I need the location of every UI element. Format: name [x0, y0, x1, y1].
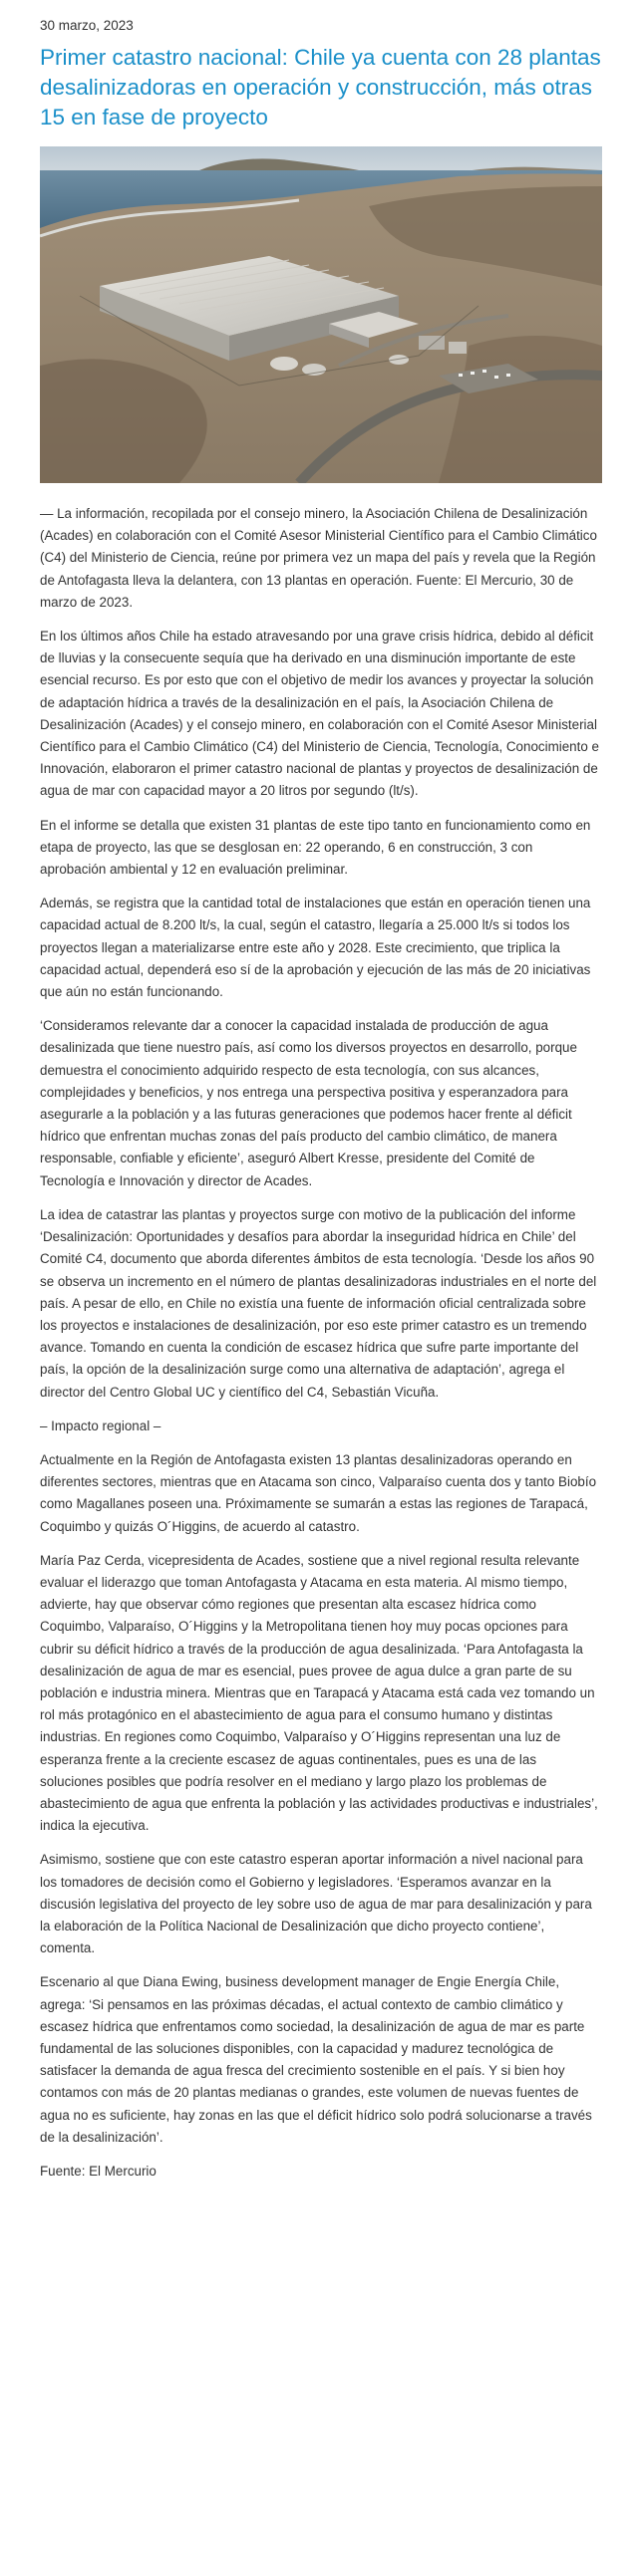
article-title[interactable]: Primer catastro nacional: Chile ya cuenta con 28 plantas desalinizadoras en operación y construcción, más otras 15 en fase de proyecto — [40, 45, 601, 129]
paragraph: Escenario al que Diana Ewing, business development manager de Engie Energía Chile, agrega: ‘Si pensamos en las próximas décadas, el actual contexto de cambio climático y escasez hídrica que enfrentamos como sociedad, la desalinización de agua de mar es parte fundamental de las soluciones disponibles, con la capacidad y madurez tecnológica de satisfacer la demanda de agua fresca del crecimiento sostenible en el país. Y si bien hoy contamos con más de 20 plantas medianas o grandes, este volumen de nuevas fuentes de agua no es suficiente, hay zonas en las que el déficit hídrico solo podrá solucionarse a través de la desalinización’. — [40, 1974, 592, 2145]
source-line: Fuente: El Mercurio — [40, 2164, 157, 2180]
paragraph: María Paz Cerda, vicepresidenta de Acades, sostiene que a nivel regional resulta relevante evaluar el liderazgo que toman Antofagasta y Atacama en esta materia. Al mismo tiempo, advierte, hay que observar cómo regiones que presentan alta escasez hídrica como Coquimbo, Valparaíso, O´Higgins y la Metropolitana tienen hoy muy pocas opciones para cubrir su déficit hídrico a través de la producción de agua desalinizada. ‘Para Antofagasta la desalinización de agua de mar es esencial, pues provee de agua dulce a gran parte de su población e industria minera. Mientras que en Tarapacá y Atacama está cada vez tomando un rol más protagónico en el abastecimiento de agua para el consumo humano y distintas industrias. En regiones como Coquimbo, Valparaíso y O´Higgins representan una luz de esperanza frente a la creciente escasez de aguas continentales, pues es una de las soluciones posibles que podría resolver en el mediano y largo plazo los problemas de abastecimiento de agua que enfrenta la población y las actividades productivas e industriales’, indica la ejecutiva. — [40, 1552, 598, 1834]
hero-image — [40, 146, 602, 483]
section-subheading: – Impacto regional – — [40, 1417, 161, 1433]
paragraph: ‘Consideramos relevante dar a conocer la capacidad instalada de producción de agua desalinizada que tiene nuestro país, así como los diversos proyectos en desarrollo, porque demuestra el conocimiento adquirido respecto de esta tecnología, con sus alcances, complejidades y beneficios, y nos entrega una perspectiva positiva y esperanzadora para asegurarle a la población y a las futuras generaciones que podemos hacer frente al déficit hídrico que enfrentan muchas zonas del país producto del cambio climático, de manera responsable, confiable y eficiente’, aseguró Albert Kresse, presidente del Comité de Tecnología e Innovación y director de Acades. — [40, 1018, 577, 1188]
paragraph: Asimismo, sostiene que con este catastro esperan aportar información a nivel nacional para los tomadores de decisión como el Gobierno y legisladores. ‘Esperamos avanzar en la discusión legislativa del proyecto de ley sobre uso de agua de mar para desalinización y para la elaboración de la Política Nacional de Desalinización que dicho proyecto contiene’, comenta. — [40, 1852, 592, 1956]
paragraph: En el informe se detalla que existen 31 plantas de este tipo tanto en funcionamiento como en etapa de proyecto, las que se desglosan en: 22 operando, 6 en construcción, 3 con aprobación ambiental y 12 en evaluación preliminar. — [40, 817, 591, 878]
paragraph: Además, se registra que la cantidad total de instalaciones que están en operación tienen una capacidad actual de 8.200 lt/s, la cual, según el catastro, llegaría a 25.000 lt/s si todos los proyectos llegan a materializarse entre este año y 2028. Este crecimiento, que triplica la capacidad actual, dependerá eso sí de la aprobación y ejecución de las más de 20 iniciativas que aún no están funcionando. — [40, 896, 591, 1000]
paragraph: En los últimos años Chile ha estado atravesando por una grave crisis hídrica, debido al déficit de lluvias y la consecuente sequía que ha derivado en una disminución importante de este esencial recurso. Es por esto que con el objetivo de medir los avances y proyectar la solución de adaptación hídrica a través de la desalinización en el país, la Asociación Chilena de Desalinización (Acades) y el consejo minero, en colaboración con el Comité Asesor Ministerial Científico para el Cambio Climático (C4) del Ministerio de Ciencia, Tecnología, Conocimiento e Innovación, elaboraron el primer catastro nacional de plantas y proyectos de desalinización de agua de mar con capacidad mayor a 20 litros por segundo (lt/s). — [40, 629, 599, 799]
paragraph: Actualmente en la Región de Antofagasta existen 13 plantas desalinizadoras operando en diferentes sectores, mientras que en Atacama son cinco, Valparaíso cuenta dos y tanto Biobío como Magallanes poseen una. Próximamente se sumarán a estas las regiones de Tarapacá, Coquimbo y quizás O´Higgins, de acuerdo al catastro. — [40, 1451, 597, 1534]
paragraph-lead: — La información, recopilada por el consejo minero, la Asociación Chilena de Desalinización (Acades) en colaboración con el Comité Asesor Ministerial Científico para el Cambio Climático (C4) del Ministerio de Ciencia, reúne por primera vez un mapa del país y revela que la Región de Antofagasta lleva la delantera, con 13 plantas en operación. Fuente: El Mercurio, 30 de marzo de 2023. — [40, 506, 597, 610]
article-date: 30 marzo, 2023 — [40, 18, 134, 33]
article-body — [40, 503, 602, 2183]
paragraph: La idea de catastrar las plantas y proyectos surge con motivo de la publicación del informe ‘Desalinización: Oportunidades y desafíos para abordar la inseguridad hídrica en Chile’ del Comité C4, documento que aborda diferentes ámbitos de esta tecnología. ‘Desde los años 90 se observa un incremento en el número de plantas desalinizadoras industriales en el norte del país. A pesar de ello, en Chile no existía una fuente de información oficial centralizada sobre los proyectos e instalaciones de desalinización, por eso este primer catastro es un tremendo avance. Tomando en cuenta la condición de escasez hídrica que sufre parte importante del país, la opción de la desalinización surge como una alternativa de adaptación’, agrega el director del Centro Global UC y científico del C4, Sebastián Vicuña. — [40, 1206, 597, 1400]
